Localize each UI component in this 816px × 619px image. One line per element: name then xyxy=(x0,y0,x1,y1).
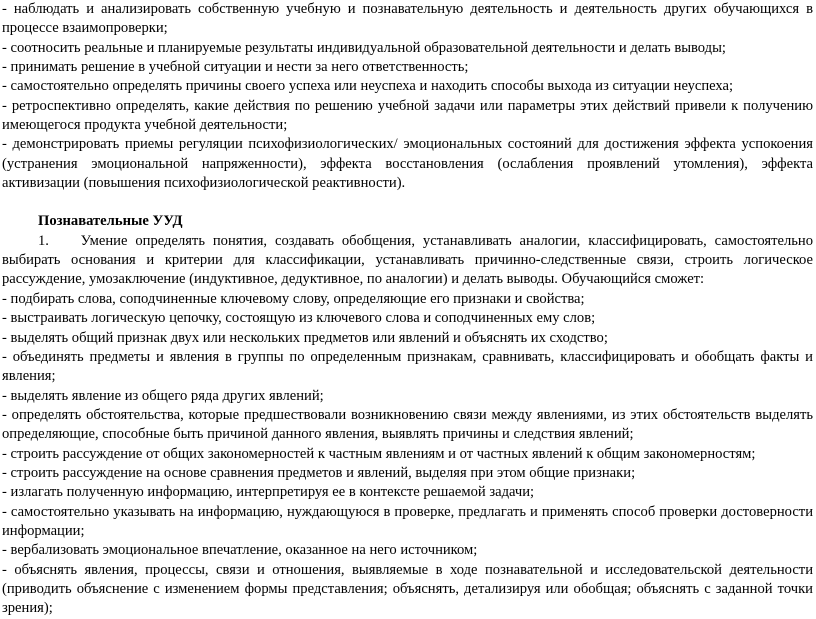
paragraph-observe-analyze: - наблюдать и анализировать собственную учебную и познавательную деятельность и деятельность других обучающихся в процессе взаимопроверки; xyxy=(2,1,813,37)
list-item: - самостоятельно указывать на информацию, нуждающуюся в проверке, предлагать и применять способ проверки достоверности информации; xyxy=(2,503,813,539)
paragraph-compare-results: - соотносить реальные и планируемые результаты индивидуальной образовательной деятельности и делать выводы; xyxy=(2,39,726,56)
list-item: - излагать полученную информацию, интерпретируя ее в контексте решаемой задачи; xyxy=(2,484,535,501)
section-heading: Познавательные УУД xyxy=(38,213,183,230)
list-item: - строить рассуждение от общих закономерностей к частным явлениям и от частных явлений к общим закономерностям; xyxy=(2,445,756,462)
list-item: - объединять предметы и явления в группы по определенным признакам, сравнивать, классифицировать и обобщать факты и явления; xyxy=(2,348,813,385)
list-item: - выстраивать логическую цепочку, состоящую из ключевого слова и соподчиненных ему слов; xyxy=(2,310,596,327)
list-item: - объяснять явления, процессы, связи и отношения, выявляемые в ходе познавательной и исследовательской деятельности (приводить объяснение с изменением формы представления; объяснять, детализируя или обобщая; объяснять с заданной точки зрения); xyxy=(2,561,813,617)
numbered-item-1: 1. Умение определять понятия, создавать обобщения, устанавливать аналогии, классифицировать, самостоятельно выбирать основания и критерии для классификации, устанавливать причинно-следственные связи, строить логическое рассуждение, умозаключение (индуктивное, дедуктивное, по аналогии) и делать выводы. Обучающийся сможет: xyxy=(2,232,813,288)
list-item: - подбирать слова, соподчиненные ключевому слову, определяющие его признаки и свойства; xyxy=(2,290,585,307)
list-item: - выделять общий признак двух или нескольких предметов или явлений и объяснять их сходство; xyxy=(2,329,608,346)
list-item: - строить рассуждение на основе сравнения предметов и явлений, выделяя при этом общие признаки; xyxy=(2,464,636,481)
paragraph-regulation-techniques: - демонстрировать приемы регуляции психофизиологических/ эмоциональных состояний для достижения эффекта успокоения (устранения эмоциональной напряженности), эффекта восстановления (ослабления проявлений утомления), эффекта активизации (повышения психофизиологической реактивности). xyxy=(2,136,813,192)
paragraph-success-causes: - самостоятельно определять причины своего успеха или неуспеха и находить способы выхода из ситуации неуспеха; xyxy=(2,78,734,95)
list-item: - определять обстоятельства, которые предшествовали возникновению связи между явлениями, из этих обстоятельств выделять определяющие, способные быть причиной данного явления, выявлять причины и следствия явлений; xyxy=(2,406,813,443)
paragraph-retrospective: - ретроспективно определять, какие действия по решению учебной задачи или параметры этих действий привели к получению имеющегося продукта учебной деятельности; xyxy=(2,97,813,134)
paragraph-make-decision: - принимать решение в учебной ситуации и нести за него ответственность; xyxy=(2,59,469,76)
list-item: - вербализовать эмоциональное впечатление, оказанное на него источником; xyxy=(2,542,478,559)
section-gap xyxy=(2,193,813,212)
list-item: - выделять явление из общего ряда других явлений; xyxy=(2,387,324,404)
